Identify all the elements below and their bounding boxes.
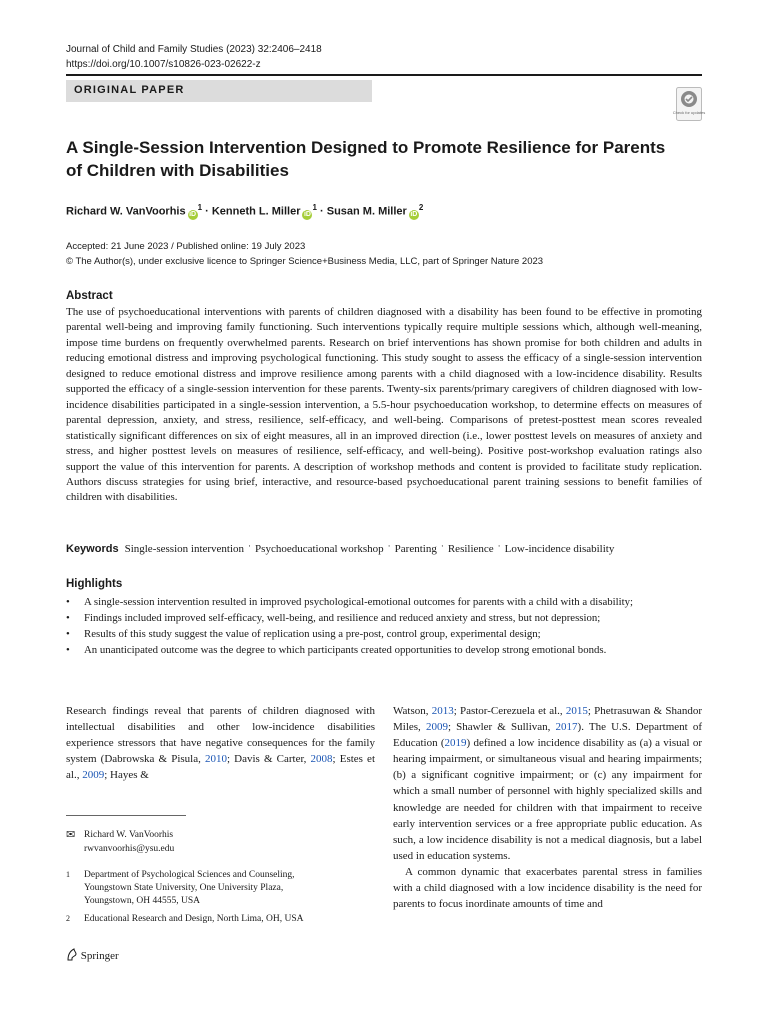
- body-text: ; Davis & Carter,: [227, 753, 311, 766]
- springer-horse-icon: [66, 948, 78, 961]
- body-text: ; Shawler & Sullivan,: [447, 721, 556, 734]
- abstract-text: [66, 305, 702, 506]
- article-title: A Single-Session Intervention Designed to Promote Resilience for Parents of Children with Disabilities: [66, 138, 666, 180]
- check-for-updates-icon[interactable]: [672, 87, 706, 121]
- body-paragraph: [66, 703, 375, 783]
- abstract-line: shown promise for both children and adults in reducing emotional distress and improving psychological functioning. This: [66, 336, 702, 365]
- check-updates-label: Check for updates: [672, 110, 706, 115]
- abstract-line: session intervention for these parents. Twenty-six parents/primary caregivers of children diagnosed with low-incidence: [66, 383, 702, 411]
- copyright-notice: © The Author(s), under exclusive licence to Springer Science+Business Media, LLC, part of Springer Nature 2023: [66, 256, 544, 267]
- abstract-heading: Abstract: [66, 290, 113, 302]
- abstract-line: The use of psychoeducational interventions with parents of children diagnosed with a disability has been found to be effective: [66, 306, 640, 318]
- keyword: Psychoeducational workshop: [255, 543, 384, 555]
- publication-info: [66, 239, 543, 269]
- author-name[interactable]: Richard W. VanVoorhis: [66, 205, 186, 218]
- orcid-icon[interactable]: iD: [303, 210, 311, 218]
- citation-link[interactable]: 2013: [431, 705, 454, 717]
- affiliation-2: [66, 912, 366, 928]
- affiliation-mark: 2: [66, 914, 70, 923]
- keyword: Parenting: [394, 543, 437, 555]
- affiliation-1: [66, 868, 366, 912]
- keyword: Low-incidence disability: [504, 543, 615, 555]
- publisher-footer: [66, 948, 119, 962]
- body-paragraph: A common dynamic that exacerbates parental stress in families with a child diagnosed with a low incidence disability is the need for parents to focus inordinate amounts of time and: [393, 865, 702, 911]
- journal-header: [66, 42, 322, 72]
- abstract-line: posttest levels on measures of anxiety and stress, and higher posttest levels on measures of resilience, self-efficacy, and well-: [66, 429, 703, 458]
- citation-link[interactable]: 2017: [555, 721, 578, 734]
- highlight-item: • A single-session intervention resulted in improved psychological-emotional outcomes for parents with a child with a disability;: [66, 594, 706, 610]
- doi-link[interactable]: https://doi.org/10.1007/s10826-023-02622-z: [66, 59, 261, 70]
- highlight-item: • An unanticipated outcome was the degree to which participants created opportunities to develop strong emotional bonds.: [66, 642, 706, 658]
- abstract-line: which, although well-meaning, impose time burdens on frequently overwhelmed parents. Research on brief interventions has: [66, 321, 703, 349]
- keyword: Resilience: [447, 543, 494, 555]
- highlight-item: • Findings included improved self-efficacy, well-being, and resilience and reduced anxiety and stress, but not depression;: [66, 610, 706, 626]
- affiliation-line: Educational Research and Design, North Lima, OH, USA: [84, 914, 304, 924]
- abstract-line: interactive, and resource-based psychoeducational parent training sessions to benefit families of children with disabilities.: [66, 475, 702, 504]
- highlights-list: [66, 594, 706, 658]
- affiliation-mark: 1: [66, 870, 70, 879]
- body-text: ; Estes et al.,: [66, 753, 375, 782]
- abstract-line: measures of parental depression, anxiety, and stress, resilience, self-efficacy, and well-being. Comparisons of pretest-posttest: [66, 398, 703, 427]
- footnote-rule: [66, 815, 186, 816]
- body-text: ; Pastor-Cerezuela et al.,: [453, 705, 566, 717]
- body-text: Research findings reveal that parents of children diagnosed with intellectual disabilities and other low-incidence disabilities experience stressors that have negative consequences for the family system (Dabrowska & Pisula,: [66, 705, 375, 766]
- author-affiliation: 2: [418, 203, 424, 212]
- body-column-right: [393, 703, 702, 912]
- keywords-label: Keywords: [66, 543, 119, 555]
- abstract-line: in promoting parental well-being and improving family functioning. Such interventions typically require multiple sessions: [66, 306, 703, 334]
- corresponding-name: Richard W. VanVoorhis: [84, 830, 174, 840]
- affiliation-line: Youngstown, OH 44555, USA: [84, 896, 200, 906]
- author-affiliation: 1: [312, 203, 317, 212]
- body-text: ; Phetrasuwan & Shandor Miles,: [393, 705, 702, 734]
- abstract-line: study sought to assess the efficacy of a single-session intervention designed to reduce emotional distress and improve: [66, 352, 702, 380]
- envelope-icon: ✉: [66, 829, 76, 841]
- abstract-line: disabilities participated in a single-session intervention, a 5.5-hour psychoeducation workshop, to determine effects on: [111, 398, 645, 411]
- highlights-heading: Highlights: [66, 578, 123, 590]
- citation-link[interactable]: 2008: [310, 753, 333, 766]
- corresponding-author: [66, 828, 366, 858]
- publication-dates: Accepted: 21 June 2023 / Published online: 19 July 2023: [66, 241, 306, 252]
- body-column-left: [66, 703, 375, 783]
- body-text: ). The U.S. Department of Education (: [393, 721, 703, 750]
- body-paragraph: [393, 703, 702, 864]
- author-separator: ·: [320, 205, 324, 218]
- publisher-name: Springer: [80, 950, 119, 962]
- body-text: ) defined a low incidence disability as (a) a visual or hearing impairment, or simultaneous visual and hearing impairments; (b) a significant cognitive impairment; or (c) any impairment for which a small number of personnel with highly specialized skills and knowledge are needed for children with that impairment to receive early intervention services or a free appropriate public education. As such, a low incidence disability is not a medical diagnosis, but a label used in education systems.: [393, 737, 702, 862]
- article-type-banner: [66, 80, 372, 102]
- abstract-line: being). Positive post-workshop evaluation ratings also support the value of this intervention for parents. A description of: [66, 445, 702, 473]
- citation-link[interactable]: 2009: [82, 769, 105, 782]
- author-separator: ·: [205, 205, 209, 218]
- author-name[interactable]: Kenneth L. Miller: [211, 205, 301, 218]
- orcid-icon[interactable]: iD: [189, 210, 197, 218]
- abstract-line: workshop methods and content is provided to facilitate study replication. Authors discuss strategies for using brief,: [66, 460, 703, 488]
- header-rule: [66, 74, 702, 76]
- orcid-icon[interactable]: iD: [410, 210, 418, 218]
- abstract-line: resilience among parents with a child diagnosed with a low-incidence disability. Results supported the efficacy of a single-: [66, 367, 703, 396]
- keyword: Single-session intervention: [124, 543, 245, 555]
- affiliation-line: Department of Psychological Sciences and Counseling,: [84, 870, 295, 880]
- citation-link[interactable]: 2019: [444, 737, 467, 750]
- keywords: Keywords Single-session intervention · Psychoeducational workshop · Parenting · Resilience · Low-incidence disability: [66, 541, 615, 555]
- article-type-label: ORIGINAL PAPER: [74, 84, 185, 96]
- abstract-line: mean scores revealed statistically significant differences on six of eight measures, all in an improved direction (i.e., lower: [66, 414, 702, 442]
- email-link[interactable]: rwvanvoorhis@ysu.edu: [84, 844, 175, 854]
- author-list: [66, 203, 423, 220]
- author-affiliation: 1: [197, 203, 203, 212]
- author-name[interactable]: Susan M. Miller: [326, 205, 407, 218]
- affiliation-line: Youngstown State University, One University Plaza,: [84, 883, 284, 893]
- highlight-item: • Results of this study suggest the value of replication using a pre-post, control group, experimental design;: [66, 626, 706, 642]
- body-text: ; Hayes &: [104, 769, 149, 782]
- citation-link[interactable]: 2015: [565, 705, 588, 717]
- body-text: Watson,: [393, 705, 432, 717]
- citation-link[interactable]: 2009: [425, 721, 448, 734]
- journal-citation: Journal of Child and Family Studies (2023) 32:2406–2418: [66, 44, 322, 55]
- citation-link[interactable]: 2010: [205, 753, 227, 766]
